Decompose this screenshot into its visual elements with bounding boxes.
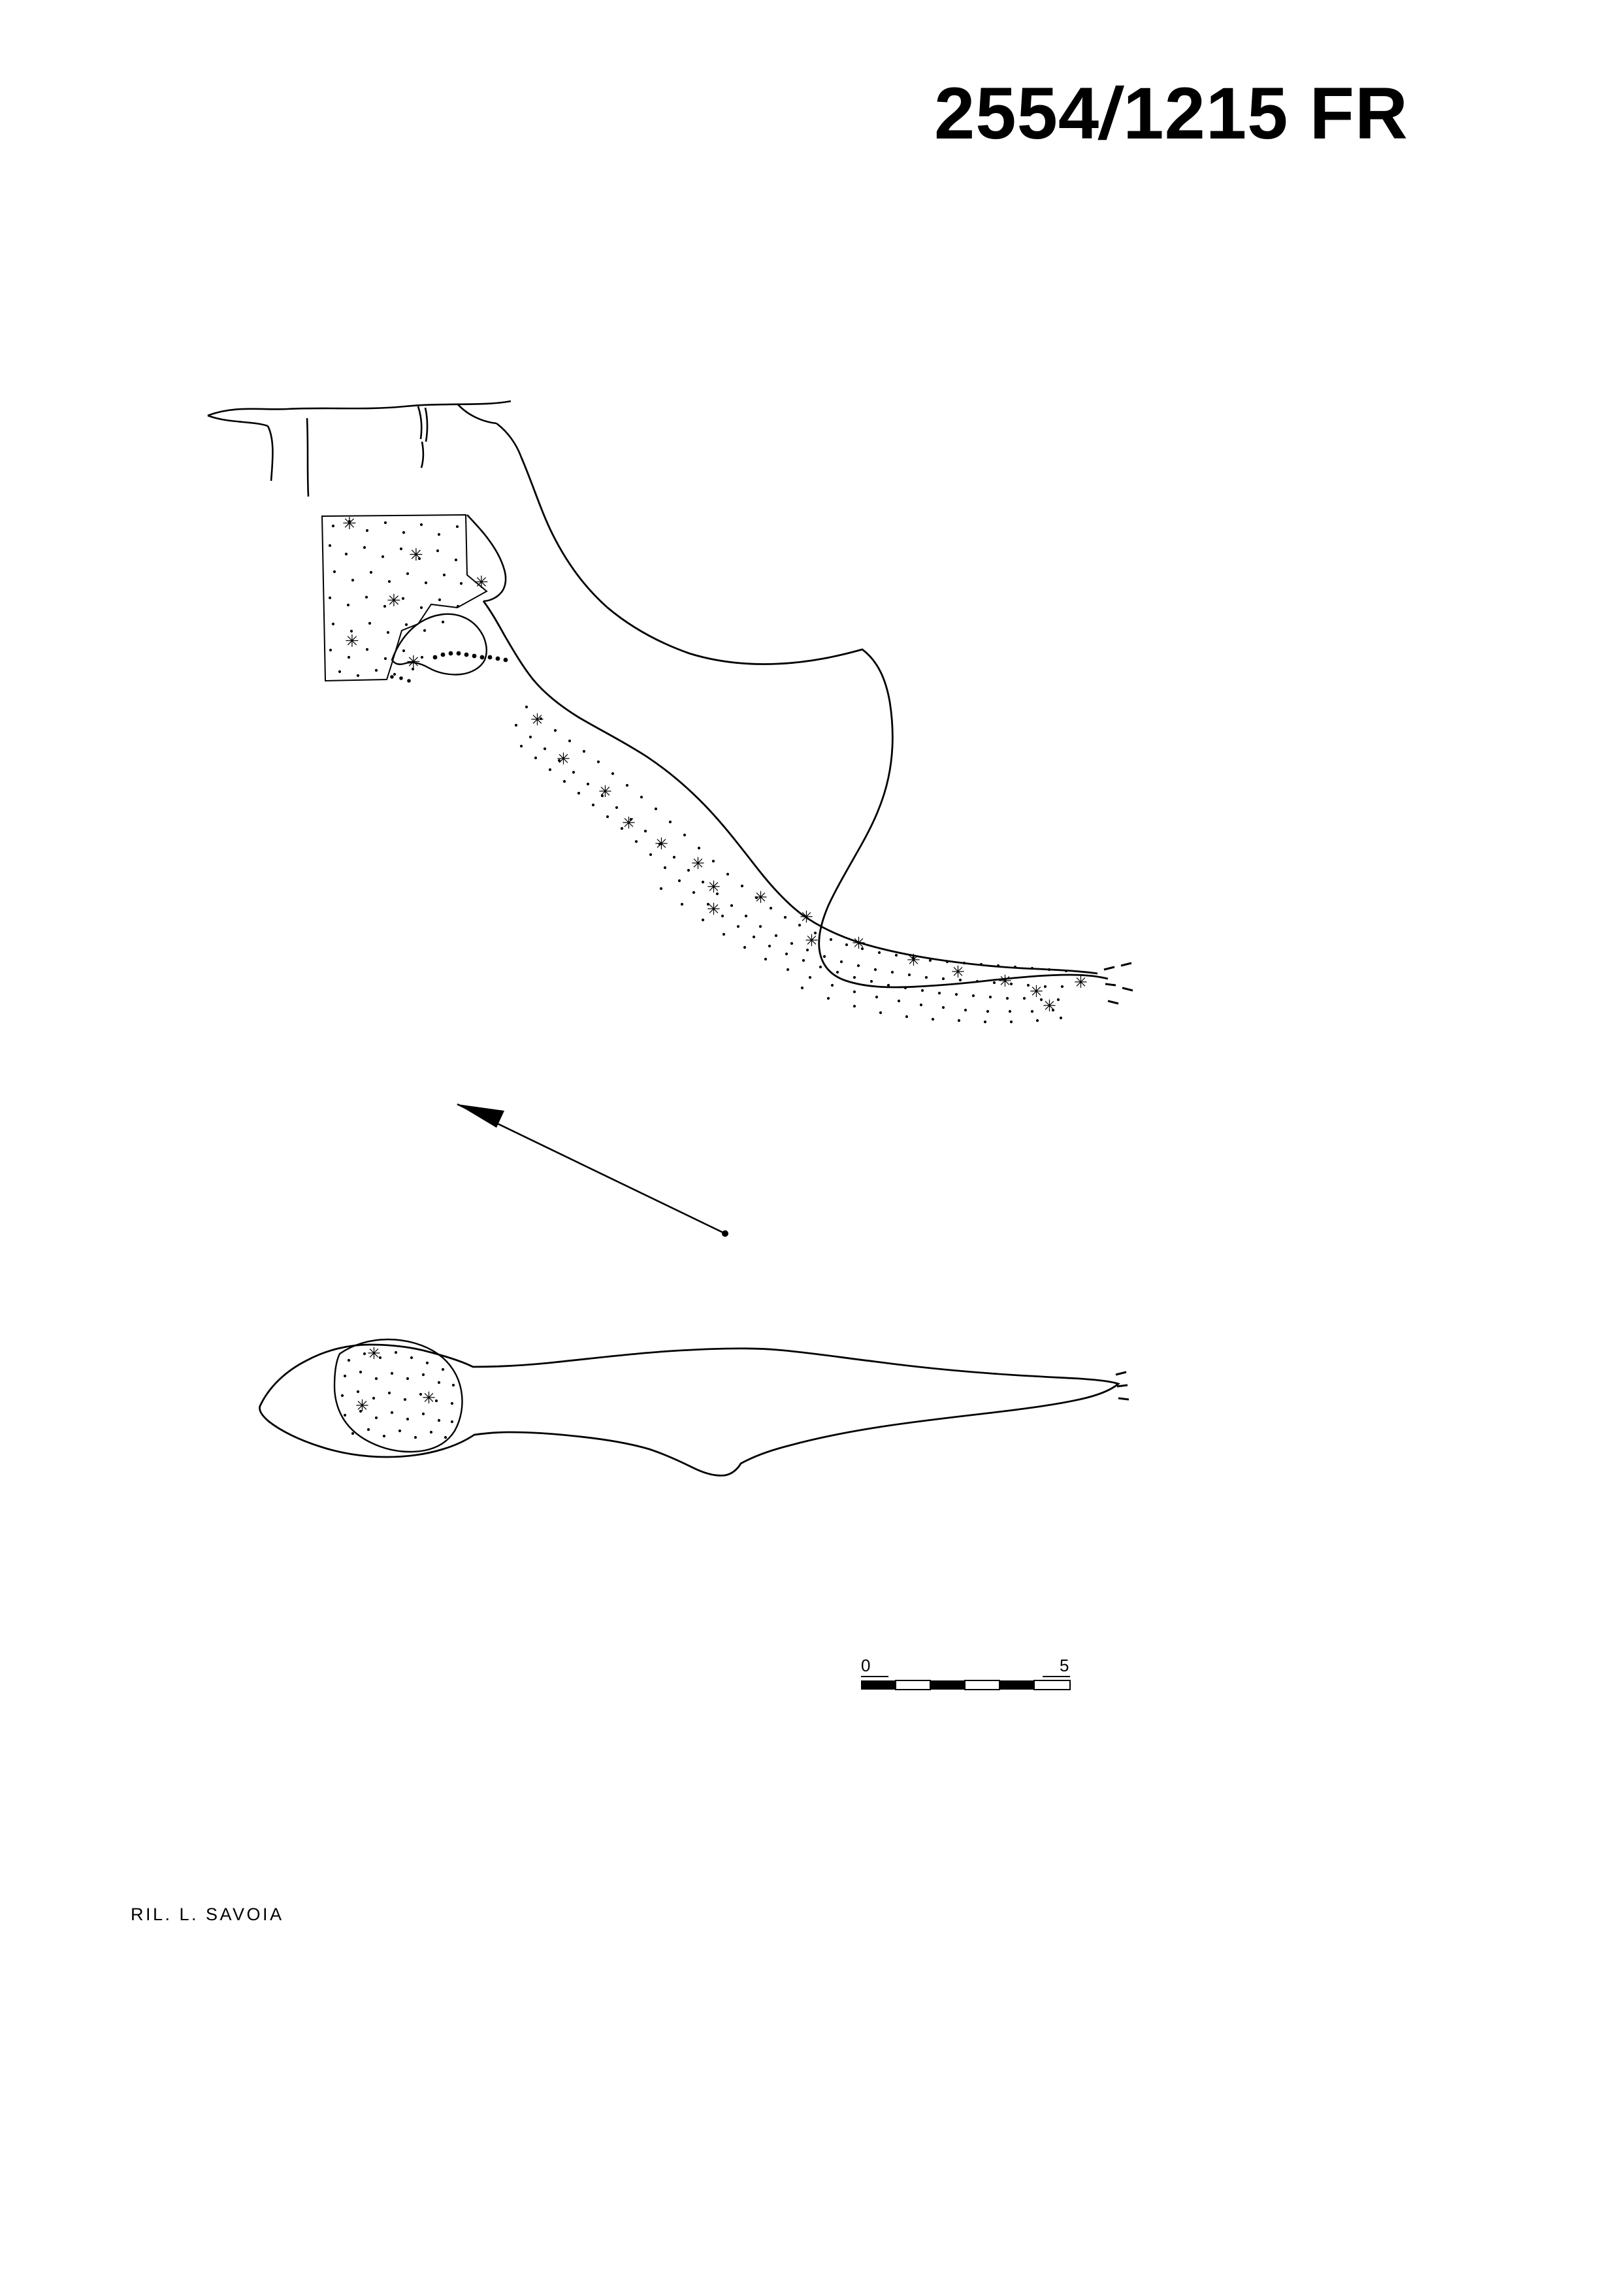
local-number: 1215 [1123, 73, 1289, 154]
svg-text:✳: ✳ [345, 631, 359, 651]
svg-text:✳: ✳ [557, 750, 570, 768]
svg-text:✳: ✳ [622, 814, 636, 832]
region-code: FR [1309, 73, 1408, 154]
svg-text:✳: ✳ [342, 514, 357, 533]
svg-text:✳: ✳ [800, 908, 813, 926]
svg-text:✳: ✳ [530, 711, 544, 729]
svg-text:✳: ✳ [387, 591, 401, 610]
svg-text:✳: ✳ [409, 545, 423, 565]
svg-text:✳: ✳ [907, 951, 920, 970]
svg-text:✳: ✳ [691, 855, 705, 873]
plan-surface-line [208, 401, 521, 497]
profile-view [260, 1339, 1129, 1475]
plan-view [208, 401, 1133, 1030]
plan-south-wall [483, 601, 1097, 974]
scalebar [861, 1656, 1070, 1690]
plan-sediment-upper [322, 514, 489, 681]
svg-text:✳: ✳ [422, 1389, 436, 1407]
plan-continuation-dashes [1104, 963, 1133, 1004]
svg-text:✳: ✳ [805, 932, 819, 950]
title-separator: / [1095, 73, 1128, 154]
cadastre-number: 2554 [934, 73, 1100, 154]
svg-text:✳: ✳ [1074, 974, 1088, 992]
svg-text:✳: ✳ [1043, 997, 1056, 1015]
svg-text:✳: ✳ [367, 1345, 381, 1363]
svg-text:✳: ✳ [474, 572, 489, 592]
svg-text:✳: ✳ [998, 972, 1012, 990]
svg-text:✳: ✳ [754, 889, 768, 907]
svg-text:✳: ✳ [655, 835, 668, 853]
svg-text:✳: ✳ [406, 652, 421, 672]
svg-text:✳: ✳ [355, 1397, 369, 1415]
plan-north-wall [521, 457, 1108, 987]
scalebar-start-label: 0 [861, 1656, 871, 1675]
svg-text:✳: ✳ [1030, 983, 1043, 1001]
svg-text:✳: ✳ [598, 783, 612, 801]
scalebar-end-label: 5 [1060, 1656, 1070, 1675]
direction-arrow [457, 1104, 728, 1237]
svg-text:✳: ✳ [707, 900, 721, 919]
svg-text:✳: ✳ [707, 878, 721, 896]
svg-text:✳: ✳ [852, 934, 866, 953]
svg-text:✳: ✳ [951, 963, 965, 981]
surveyor-credit: RIL. L. SAVOIA [131, 1905, 284, 1924]
